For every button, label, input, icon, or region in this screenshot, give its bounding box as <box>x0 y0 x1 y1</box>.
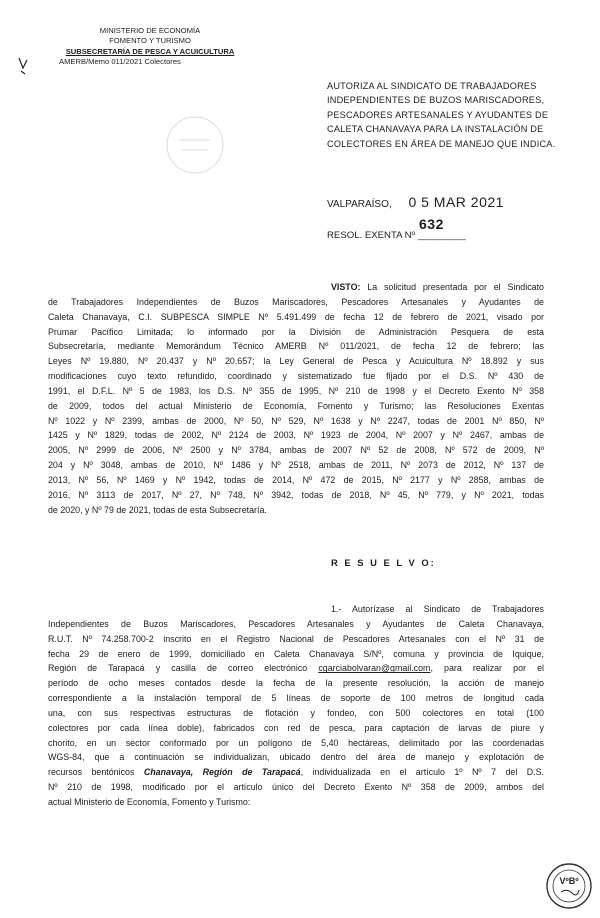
article-line: correspondiente a la instalación temporal de 5 líneas de soporte de 100 metros de longitud cada <box>48 693 544 704</box>
stamp-text: VºBº <box>559 876 579 886</box>
letterhead <box>40 26 260 68</box>
article-line: 1.- Autorízase al Sindicato de Trabajadores <box>331 604 544 614</box>
article-line: WGS-84, que a continuación se individualizan, ubicado dentro del área de manejo y explotación de <box>48 752 544 763</box>
visto-label: VISTO: <box>331 282 361 292</box>
article-line: R.U.T. Nº 74.258.700-2 inscrito en el Registro Nacional de Pescadores Artesanales con el Nº 31 de <box>48 633 544 644</box>
subject-line: INDEPENDIENTES DE BUZOS MARISCADORES, <box>327 95 545 106</box>
visto-line: Subsecretaría, mediante Memorándum Técnico AMERB Nº 011/2021, de fecha 12 de febrero; las <box>48 341 544 352</box>
date-stamp: 0 5 MAR 2021 <box>408 194 504 210</box>
email-link[interactable]: cgarciabolvaran@gmail.com <box>318 663 431 674</box>
subject-line: PESCADORES ARTESANALES Y AYUDANTES DE <box>327 109 549 120</box>
visto-line: Prumar Pacífico Limitada; lo informado por la División de Administración Pesquera de esta <box>48 326 544 337</box>
resolution-number-line <box>327 216 466 241</box>
visto-line: Nº 1022 y Nº 2399, ambas de 2000, Nº 50, Nº 529, Nº 1638 y Nº 2247, todas de 2001 Nº 850, Nº <box>48 415 544 426</box>
visto-first-line <box>48 280 544 295</box>
resolution-label: RESOL. EXENTA Nº _________ <box>327 230 466 241</box>
visto-line: de 2020, y Nº 79 de 2021, todas de esta Subsecretaría. <box>48 504 267 515</box>
article-line: fecha 29 de enero de 1999, domiciliado en Caleta Chanavaya S/Nº, comuna y provincia de Iquique, <box>48 648 544 659</box>
faint-seal-icon <box>160 110 230 180</box>
ministry-line: MINISTERIO DE ECONOMÍA <box>99 26 201 35</box>
article-line: período de ocho meses contados desde la fecha de la presente resolución, la acción de manejo <box>48 678 544 689</box>
place-date <box>327 194 504 210</box>
visto-line: 2005, Nº 2999 de 2006, Nº 2500 y Nº 3784, ambas de 2007 Nº 52 de 2008, Nº 572 de 2009, Nº <box>48 445 544 456</box>
visto-line: 2013, Nº 56, Nº 1469 y Nº 1942, todas de 2014, Nº 472 de 2015, Nº 2177 y Nº 2858, ambas de <box>48 474 544 485</box>
visto-paragraph <box>48 280 544 518</box>
visto-line: 1991, el D.F.L. Nº 5 de 1983, los D.S. Nº 355 de 1995, Nº 210 de 1998 y el Decreto Exento Nº 358 <box>48 385 544 396</box>
visto-line: Leyes Nº 19.880, Nº 20.437 y Nº 20.657; la Ley General de Pesca y Acuicultura Nº 18.892 y sus <box>48 356 544 367</box>
article-line: Nº 210 de 1998, modificado por el artículo único del Decreto Exento Nº 358 de 2009, ambos del <box>48 782 544 793</box>
subject-block <box>327 79 567 151</box>
visto-line: La solicitud presentada por el Sindicato <box>367 282 544 292</box>
resuelvo-heading: R E S U E L V O: <box>331 557 436 568</box>
area-name: Chanavaya, Región de Tarapacá <box>143 767 301 778</box>
resolution-number: 632 <box>419 216 444 232</box>
subject-line: CALETA CHANAVAYA PARA LA INSTALACIÓN DE <box>327 124 544 135</box>
ministry-line-2: FOMENTO Y TURISMO <box>109 36 191 46</box>
article-line: colectores por cada línea doble), fabricados con red de pesca, para captación de larvas de piure y <box>48 722 544 733</box>
article-line: Independientes de Buzos Mariscadores, Pescadores Artesanales y Ayudantes de Caleta Chanavaya, <box>48 618 544 629</box>
visto-line: 204 y Nº 3048, ambas de 2010, Nº 1486 y Nº 2518, ambas de 2011, Nº 2073 de 2012, Nº 137 de <box>48 460 544 471</box>
memo-reference: AMERB/Memo 011/2021 Colectores <box>59 57 181 67</box>
signature-mark-icon <box>16 56 32 76</box>
visto-line: Caleta Chanavaya, C.I. SUBPESCA SIMPLE Nº 5.491.499 de fecha 12 de febrero de 2021, visado por <box>48 311 544 322</box>
approval-stamp-icon <box>545 862 593 910</box>
visto-line: 2016, Nº 3113 de 2017, Nº 27, Nº 748, Nº 3942, todas de 2018, Nº 45, Nº 779, y Nº 2021, todas <box>48 489 544 500</box>
visto-line: de 2009, todos del actual Ministerio de Economía, Fomento y Turismo; las Resoluciones Exentas <box>48 400 544 411</box>
article-line-email: Región de Tarapacá y casilla de correo electrónico cgarciabolvaran@gmail.com, para realizar por el <box>48 663 544 674</box>
subject-line: COLECTORES EN ÁREA DE MANEJO QUE INDICA. <box>327 138 556 149</box>
place: VALPARAÍSO, <box>327 199 392 210</box>
subject-line: AUTORIZA AL SINDICATO DE TRABAJADORES <box>327 81 537 91</box>
article-line: chorito, en un sector conformado por un polígono de 5,40 hectáreas, delimitado por las coordenadas <box>48 737 544 748</box>
article-line: actual Ministerio de Economía, Fomento y Turismo: <box>48 796 251 807</box>
visto-line: 1425 y Nº 1829, todas de 2002, Nº 2124 de 2003, Nº 1923 de 2004, Nº 2007 y Nº 2467, ambas de <box>48 430 544 441</box>
article-line: una, con sus respectivas estructuras de flotación y fondeo, con 500 colectores en total (100 <box>48 707 544 718</box>
undersecretariat-line: SUBSECRETARÍA DE PESCA Y ACUICULTURA <box>65 46 235 56</box>
article-line-area: recursos bentónicos Chanavaya, Región de Tarapacá, individualizada en el artículo 1º Nº 7 del D.S. <box>48 767 544 778</box>
visto-line: de Trabajadores Independientes de Buzos Mariscadores, Pescadores Artesanales y Ayudantes de <box>48 296 544 307</box>
visto-line: modificaciones cuyo texto refundido, coordinado y sistematizado fue fijado por el D.S. Nº 430 de <box>48 371 544 382</box>
article-1-paragraph <box>48 602 544 810</box>
